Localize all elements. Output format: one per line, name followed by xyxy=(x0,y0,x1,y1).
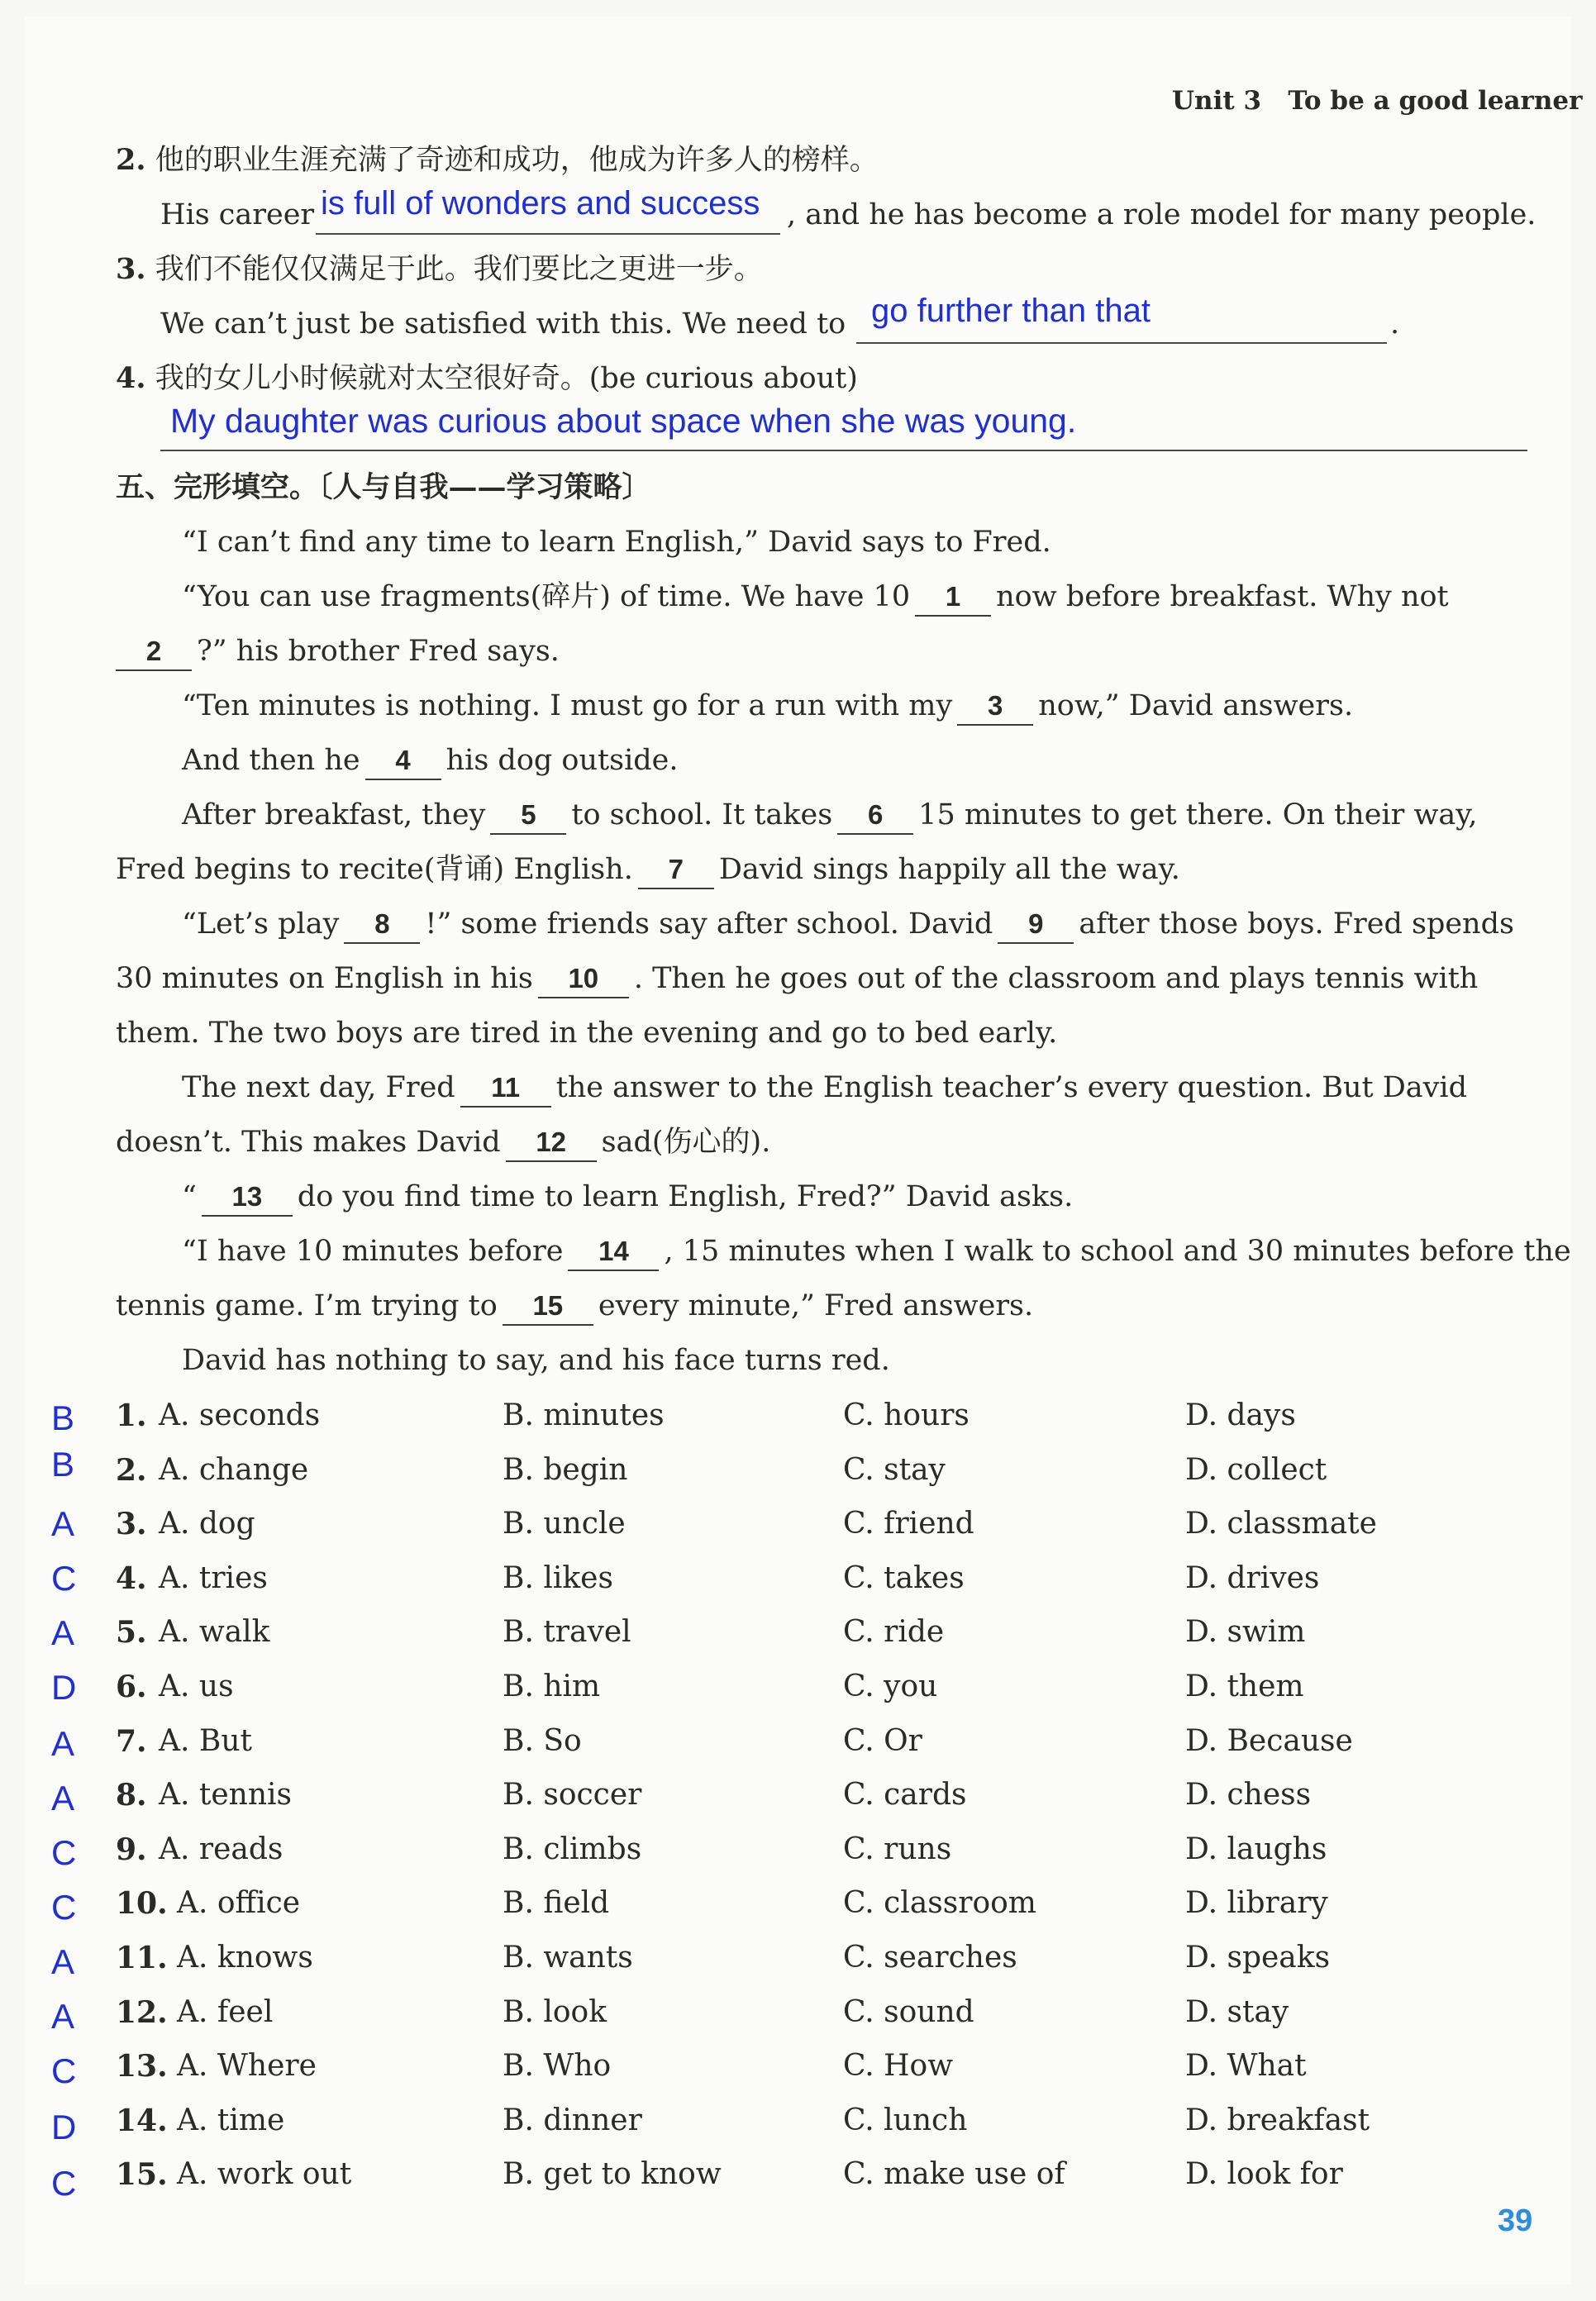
option-c[interactable]: C. takes xyxy=(843,1561,965,1595)
passage-paragraph: “Let’s play 8 !” some friends say after school. David 9 after those boys. Fred spends xyxy=(182,904,1514,944)
question-number: 1. xyxy=(116,1398,147,1433)
option-b[interactable]: B. soccer xyxy=(503,1778,642,1812)
option-d[interactable]: D. chess xyxy=(1185,1778,1312,1812)
option-c[interactable]: C. How xyxy=(843,2049,954,2083)
handwritten-choice: C xyxy=(51,1559,77,1598)
option-a[interactable]: A. change xyxy=(159,1453,309,1487)
handwritten-answer-4: My daughter was curious about space when she was young. xyxy=(170,402,1077,440)
blank-13: 13 xyxy=(202,1179,293,1217)
option-b[interactable]: B. uncle xyxy=(503,1507,626,1541)
option-d[interactable]: D. them xyxy=(1185,1670,1304,1703)
option-b[interactable]: B. Who xyxy=(503,2049,612,2083)
handwritten-choice: C xyxy=(51,1833,77,1872)
question-number: 11. xyxy=(116,1941,168,1975)
option-b[interactable]: B. dinner xyxy=(503,2103,642,2137)
question-number: 12. xyxy=(116,1995,168,2030)
translation-item-3-english-end: . xyxy=(1390,307,1400,341)
handwritten-choice: C xyxy=(51,2051,77,2090)
handwritten-choice: D xyxy=(51,2108,77,2146)
option-b[interactable]: B. begin xyxy=(503,1453,628,1487)
question-number: 3. xyxy=(116,1507,147,1541)
handwritten-answer-2: is full of wonders and success xyxy=(321,185,760,222)
option-c[interactable]: C. hours xyxy=(843,1398,970,1432)
option-c[interactable]: C. make use of xyxy=(843,2157,1065,2191)
option-b[interactable]: B. wants xyxy=(503,1941,633,1975)
blank-5: 5 xyxy=(490,797,566,835)
blank-8: 8 xyxy=(344,906,420,944)
handwritten-choice: D xyxy=(51,1668,77,1707)
translation-item-3-chinese: 3. 我们不能仅仅满足于此。我们要比之更进一步。 xyxy=(116,252,763,286)
option-d[interactable]: D. Because xyxy=(1185,1724,1353,1758)
handwritten-choice: C xyxy=(51,2164,77,2203)
passage-paragraph: And then he 4 his dog outside. xyxy=(182,741,679,780)
question-number: 8. xyxy=(116,1778,147,1813)
passage-line: them. The two boys are tired in the evening and go to bed early. xyxy=(116,1017,1058,1050)
passage-paragraph: “I have 10 minutes before 14 , 15 minutes when I walk to school and 30 minutes before the xyxy=(182,1231,1571,1271)
running-header xyxy=(1172,86,1582,116)
blank-7: 7 xyxy=(638,851,714,889)
translation-item-2-english-end: , and he has become a role model for many people. xyxy=(787,198,1536,231)
blank-1: 1 xyxy=(915,579,991,617)
option-d[interactable]: D. classmate xyxy=(1185,1507,1377,1541)
option-a[interactable]: A. tennis xyxy=(159,1778,293,1812)
option-d[interactable]: D. library xyxy=(1185,1886,1328,1920)
passage-paragraph: David has nothing to say, and his face turns red. xyxy=(182,1344,890,1377)
option-b[interactable]: B. field xyxy=(503,1886,610,1920)
option-c[interactable]: C. runs xyxy=(843,1832,952,1866)
option-a[interactable]: A. tries xyxy=(159,1561,268,1595)
unit-title: To be a good learner xyxy=(1288,86,1583,116)
blank-6: 6 xyxy=(837,797,913,835)
handwritten-choice: A xyxy=(51,1942,75,1981)
translation-item-4-chinese: 4. 我的女儿小时候就对太空很好奇。(be curious about) xyxy=(116,361,858,395)
passage-paragraph: “You can use fragments(碎片) of time. We have 10 1 now before breakfast. Why not xyxy=(182,577,1449,617)
blank-14: 14 xyxy=(568,1233,659,1271)
blank-3: 3 xyxy=(957,688,1033,726)
answer-line xyxy=(160,450,1527,451)
handwritten-choice: B xyxy=(51,1398,75,1437)
question-number: 4. xyxy=(116,1561,147,1596)
option-d[interactable]: D. stay xyxy=(1185,1995,1289,2029)
page-number: 39 xyxy=(1498,2203,1533,2238)
question-number: 6. xyxy=(116,1670,147,1704)
option-b[interactable]: B. likes xyxy=(503,1561,613,1595)
option-c[interactable]: C. stay xyxy=(843,1453,946,1487)
option-a[interactable]: A. work out xyxy=(177,2157,352,2191)
translation-item-2-chinese: 2. 他的职业生涯充满了奇迹和成功，他成为许多人的榜样。 xyxy=(116,143,879,177)
answer-line xyxy=(316,233,780,235)
option-d[interactable]: D. laughs xyxy=(1185,1832,1327,1866)
option-d[interactable]: D. What xyxy=(1185,2049,1307,2083)
passage-line: 30 minutes on English in his 10 . Then he goes out of the classroom and plays tennis with xyxy=(116,959,1478,998)
option-d[interactable]: D. collect xyxy=(1185,1453,1327,1487)
option-c[interactable]: C. you xyxy=(843,1670,938,1703)
option-d[interactable]: D. drives xyxy=(1185,1561,1320,1595)
question-number: 5. xyxy=(116,1615,147,1650)
option-d[interactable]: D. days xyxy=(1185,1398,1296,1432)
section-heading: 五、完形填空。〔人与自我——学习策略〕 xyxy=(116,470,651,504)
passage-paragraph: “ 13 do you find time to learn English, Fred?” David asks. xyxy=(182,1177,1073,1217)
blank-2: 2 xyxy=(116,633,192,671)
option-c[interactable]: C. sound xyxy=(843,1995,974,2029)
option-b[interactable]: B. him xyxy=(503,1670,601,1703)
translation-item-2-english: His career xyxy=(160,198,315,231)
blank-10: 10 xyxy=(538,960,629,998)
handwritten-choice: A xyxy=(51,1504,75,1543)
option-d[interactable]: D. swim xyxy=(1185,1615,1306,1649)
option-a[interactable]: A. reads xyxy=(159,1832,283,1866)
blank-12: 12 xyxy=(506,1124,597,1162)
answer-line xyxy=(856,342,1387,344)
handwritten-choice: B xyxy=(51,1445,75,1484)
option-b[interactable]: B. look xyxy=(503,1995,607,2029)
passage-paragraph: The next day, Fred 11 the answer to the English teacher’s every question. But David xyxy=(182,1068,1467,1108)
option-c[interactable]: C. classroom xyxy=(843,1886,1036,1920)
handwritten-choice: A xyxy=(51,1779,75,1817)
passage-line: tennis game. I’m trying to 15 every minute,” Fred answers. xyxy=(116,1286,1033,1326)
option-c[interactable]: C. Or xyxy=(843,1724,922,1758)
blank-15: 15 xyxy=(503,1288,593,1326)
blank-4: 4 xyxy=(365,742,441,780)
option-a[interactable]: A. feel xyxy=(177,1995,274,2029)
handwritten-answer-3: go further than that xyxy=(871,293,1151,329)
handwritten-choice: C xyxy=(51,1888,77,1927)
option-c[interactable]: C. cards xyxy=(843,1778,967,1812)
option-d[interactable]: D. look for xyxy=(1185,2157,1343,2191)
option-c[interactable]: C. friend xyxy=(843,1507,974,1541)
blank-9: 9 xyxy=(998,906,1074,944)
option-b[interactable]: B. minutes xyxy=(503,1398,665,1432)
unit-label: Unit 3 xyxy=(1172,86,1262,116)
question-number: 7. xyxy=(116,1724,147,1759)
option-c[interactable]: C. ride xyxy=(843,1615,945,1649)
passage-paragraph: “Ten minutes is nothing. I must go for a run with my 3 now,” David answers. xyxy=(182,686,1353,726)
option-c[interactable]: C. searches xyxy=(843,1941,1017,1975)
option-a[interactable]: A. dog xyxy=(159,1507,255,1541)
question-number: 9. xyxy=(116,1832,147,1867)
option-b[interactable]: B. get to know xyxy=(503,2157,722,2191)
option-a[interactable]: A. seconds xyxy=(159,1398,321,1432)
question-number: 13. xyxy=(116,2049,168,2084)
handwritten-choice: A xyxy=(51,1997,75,2036)
question-number: 10. xyxy=(116,1886,168,1921)
passage-line: 2 ?” his brother Fred says. xyxy=(116,631,560,671)
question-number: 15. xyxy=(116,2157,168,2192)
question-number: 2. xyxy=(116,1453,147,1488)
option-d[interactable]: D. breakfast xyxy=(1185,2103,1370,2137)
blank-11: 11 xyxy=(460,1070,551,1108)
option-c[interactable]: C. lunch xyxy=(843,2103,968,2137)
question-number: 14. xyxy=(116,2103,168,2138)
passage-line: Fred begins to recite(背诵) English. 7 David sings happily all the way. xyxy=(116,850,1180,889)
handwritten-choice: A xyxy=(51,1724,75,1763)
option-b[interactable]: B. travel xyxy=(503,1615,631,1649)
passage-paragraph: After breakfast, they 5 to school. It takes 6 15 minutes to get there. On their way, xyxy=(182,795,1478,835)
option-b[interactable]: B. So xyxy=(503,1724,582,1758)
translation-item-3-english: We can’t just be satisfied with this. We need to xyxy=(160,307,846,341)
option-a[interactable]: A. knows xyxy=(177,1941,313,1975)
option-a[interactable]: A. But xyxy=(159,1724,252,1758)
option-a[interactable]: A. us xyxy=(159,1670,234,1703)
passage-paragraph: “I can’t find any time to learn English,” David says to Fred. xyxy=(182,526,1051,559)
option-d[interactable]: D. speaks xyxy=(1185,1941,1331,1975)
option-a[interactable]: A. Where xyxy=(177,2049,317,2083)
passage-line: doesn’t. This makes David 12 sad(伤心的). xyxy=(116,1122,770,1162)
option-a[interactable]: A. walk xyxy=(159,1615,270,1649)
option-b[interactable]: B. climbs xyxy=(503,1832,642,1866)
option-a[interactable]: A. time xyxy=(177,2103,285,2137)
option-a[interactable]: A. office xyxy=(177,1886,301,1920)
handwritten-choice: A xyxy=(51,1613,75,1652)
